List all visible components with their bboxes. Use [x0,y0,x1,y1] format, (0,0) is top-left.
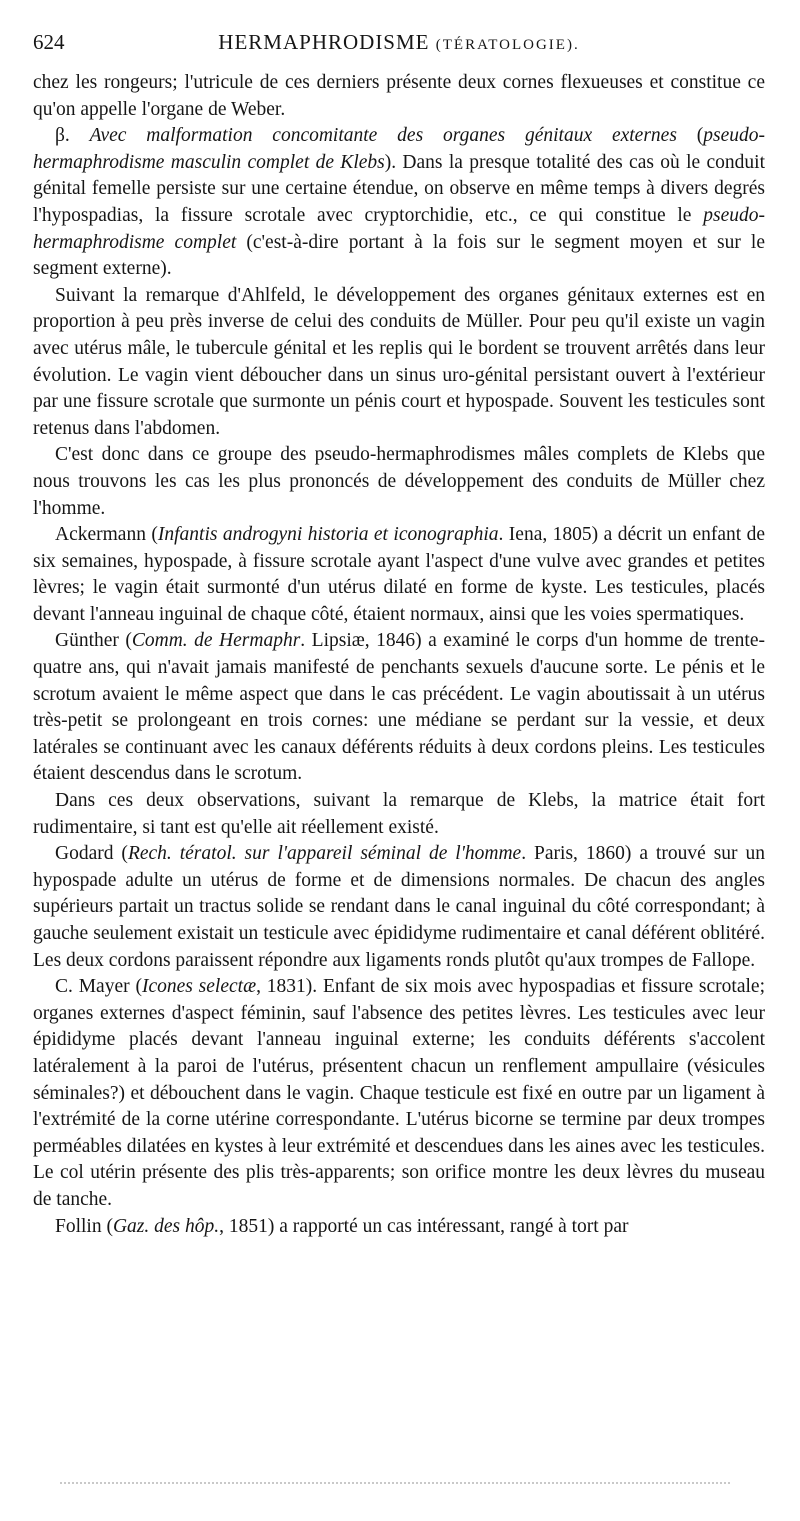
paragraph-text: . Lipsiæ, 1846) a examiné le corps d'un homme de trente-quatre ans, qui n'avait jamais manifesté de penchants sexuels d'aucune sorte. Le pénis et le scrotum avaient le même aspect que dans le cas précédent. Le vagin aboutissait à un utérus très-petit se prolongeant en trois cornes: une médiane se perdant sur la vessie, et deux latérales se continuant avec les canaux déférents réduits à deux cordons pleins. Les testicules étaient descendus dans le scrotum. [33,630,765,785]
bleed-through-rule [60,1482,730,1484]
running-head [33,30,765,58]
paragraph-text: . Paris, 1860) a trouvé sur un hypospade adulte un utérus de forme et de dimensions normales. De chacun des angles supérieurs partait un tractus solide se rendant dans le canal inguinal du côté correspondant; à gauche seulement existait un testicule avec épididyme rudimentaire et canal déférent oblitéré. Les deux cordons paraissent répondre aux ligaments ronds plutôt qu'aux trompes de Fallope. [33,843,765,971]
citation-title: Infantis androgyni historia et iconographia [157,524,499,546]
paragraph [33,123,765,283]
paragraph [33,788,765,841]
citation-title: Rech. tératol. sur l'appareil séminal de l'homme [127,843,522,865]
citation-title: Gaz. des hôp. [112,1215,220,1237]
paragraph-text: C'est donc dans ce groupe des pseudo-hermaphrodismes mâles complets de Klebs que nous trouvons les cas les plus prononcés de développement des conduits de Müller chez l'homme. [33,444,765,519]
paragraph-text: , 1831). Enfant de six mois avec hypospadias et fissure scrotale; organes externes d'aspect féminin, sauf l'absence des petites lèvres. Les testicules avec leur épididyme placés devant l'anneau inguinal externe; les conduits déférents s'accolent latéralement à la paroi de l'utérus, présentent chacun un renflement ampullaire (vésicules séminales?) et débouchent dans le vagin. Chaque testicule est fixé en outre par un ligament à l'extrémité de la corne utérine correspondante. L'utérus bicorne se termine par deux trompes perméables dilatées en kystes à leur extrémité et descendues dans les aines avec les testicules. Le col utérin présente des plis très-apparents; son orifice montre les deux lèvres du museau de tanche. [33,976,765,1210]
paragraph-text: ). Dans la presque totalité des cas où le conduit génital femelle persiste sur une certaine étendue, on observe en même temps à divers degrés l'hypospadias, la fissure scrotale avec cryptorchidie, etc., ce qui constitue le [33,151,765,226]
author-name: C. Mayer ( [55,976,142,998]
paragraph-text: chez les rongeurs; l'utricule de ces derniers présente deux cornes flexueuses et constitue ce qu'on appelle l'organe de Weber. [33,72,765,120]
paragraph-text: , 1851) a rapporté un cas intéressant, rangé à tort par [219,1215,629,1237]
paragraph [33,283,765,443]
running-title [33,30,765,55]
italic-term: pseudo-hermaphrodisme complet [33,204,765,253]
paragraph [33,841,765,974]
author-name: Godard ( [55,843,128,865]
citation-title: Comm. de Hermaphr [131,630,301,652]
paragraph [33,1214,765,1241]
page-number: 624 [33,30,65,54]
author-name: Günther ( [55,630,132,652]
paragraph [33,974,765,1213]
section-heading-term: pseudo-hermaphrodisme masculin complet de Klebs [33,125,765,173]
chapter-subtitle: (TÉRATOLOGIE). [435,37,580,53]
paragraph-text: Suivant la remarque d'Ahlfeld, le développement des organes génitaux externes est en proportion à peu près inverse de celui des conduits de Müller. Pour peu qu'il existe un vagin avec utérus mâle, le tubercule génital et les replis qui le bordent se trouvent arrêtés dans leur évolution. Le vagin vient déboucher dans un sinus uro-génital persistant ouvert à l'extérieur par une fissure scrotale que surmonte un pénis court et hypospade. Souvent les testicules sont retenus dans l'abdomen. [33,284,765,439]
paragraph-text: Dans ces deux observations, suivant la remarque de Klebs, la matrice était fort rudimentaire, si tant est qu'elle ait réellement existé. [33,790,765,838]
chapter-title: HERMAPHRODISME [218,30,430,54]
paragraph [33,522,765,628]
author-name: Follin ( [55,1215,113,1237]
section-marker: β. [55,125,90,147]
body-text [33,70,765,1240]
paragraph-text: ( [676,125,704,147]
section-heading: Avec malformation concomitante des organes génitaux externes [89,125,677,147]
citation-title: Icones selectæ [141,976,257,998]
paragraph-text: (c'est-à-dire portant à la fois sur le segment moyen et sur le segment externe). [33,231,765,280]
paragraph [33,70,765,123]
paragraph-text: . Iena, 1805) a décrit un enfant de six semaines, hypospade, à fissure scrotale ayant l'aspect d'une vulve avec grandes et petites lèvres; le vagin était surmonté d'un utérus dilaté en forme de kyste. Les testicules, placés devant l'anneau inguinal de chaque côté, étaient normaux, ainsi que les voies spermatiques. [33,524,766,625]
paragraph [33,442,765,522]
author-name: Ackermann ( [55,524,158,546]
paragraph [33,628,765,788]
